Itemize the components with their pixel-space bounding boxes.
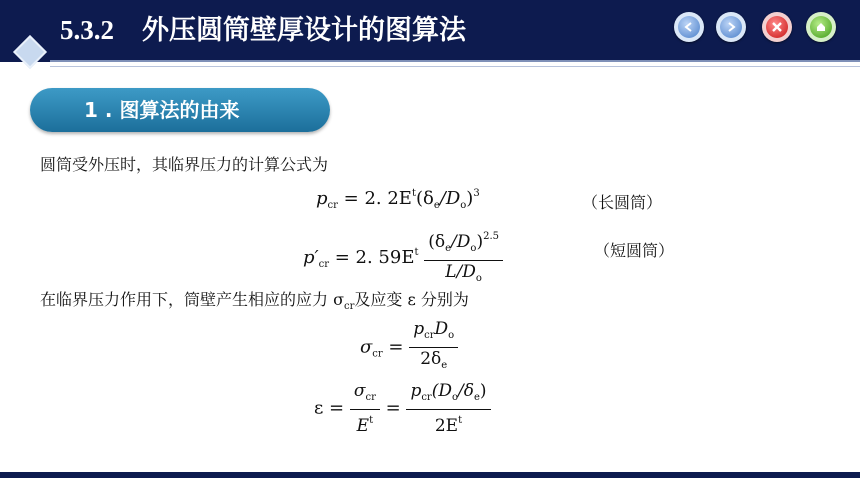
back-icon — [678, 16, 700, 38]
back-button[interactable] — [674, 12, 704, 42]
home-button[interactable] — [806, 12, 836, 42]
home-icon — [810, 16, 832, 38]
forward-button[interactable] — [716, 12, 746, 42]
equation-stress: $\sigma_{cr}$ = $\frac{p_{cr}D_o}{2\delta_e}$ — [360, 318, 458, 377]
section-number: 5.3.2 — [60, 15, 114, 45]
fraction: $\frac{p_{cr}D_o}{2\delta_e}$ — [409, 318, 458, 377]
section-title: 外压圆筒壁厚设计的图算法 — [142, 15, 466, 46]
equation-short-cylinder: $p'_{cr} = 2$. $59E^t$ $\frac{(\delta_e/D_o)^{2.5}}{L/D_o}$ — [303, 226, 503, 290]
forward-icon — [720, 16, 742, 38]
header-divider-thin — [50, 66, 860, 67]
subsection-pill — [30, 88, 330, 132]
close-icon — [766, 16, 788, 38]
fraction: $\frac{p_{cr}(D_o/\delta_e)}{2E^t}$ — [406, 380, 490, 437]
note-long: （长圆筒） — [582, 193, 663, 212]
fraction: $\frac{\sigma_{cr}}{E^t}$ — [350, 380, 380, 437]
note-short: （短圆筒） — [594, 241, 675, 260]
close-button[interactable] — [762, 12, 792, 42]
stress-strain-text: 在临界压力作用下，筒壁产生相应的应力 $\sigma_{cr}$及应变 ε 分别为 — [40, 290, 469, 312]
subsection-title: 1 . 图算法的由来 — [84, 98, 240, 122]
equation-long-cylinder: $p_{cr} = 2$. $2E^t(\delta_e/D_o)^3$ — [316, 188, 480, 211]
page-title — [60, 10, 466, 50]
fraction: $\frac{(\delta_e/D_o)^{2.5}}{L/D_o}$ — [424, 226, 503, 290]
footer-bar — [0, 472, 860, 478]
intro-text: 圆筒受外压时，其临界压力的计算公式为 — [40, 155, 329, 174]
header-divider — [50, 60, 860, 62]
equation-strain: ε = $\frac{\sigma_{cr}}{E^t}$ = $\frac{p_{cr}(D_o/\delta_e)}{2E^t}$ — [314, 380, 491, 437]
header-bar — [0, 0, 860, 62]
